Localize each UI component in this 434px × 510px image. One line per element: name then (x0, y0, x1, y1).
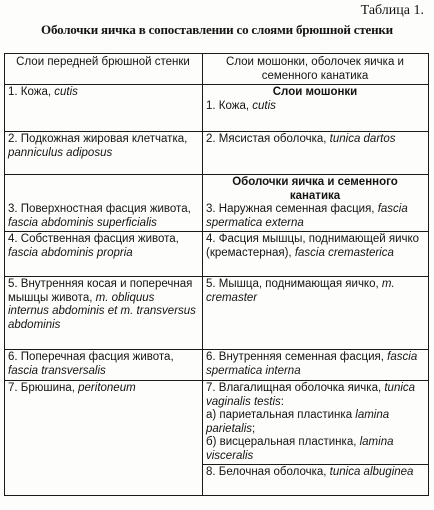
cell-punct: : (280, 395, 284, 408)
cell-latin: m. obliquus internus abdominis et m. transversus abdominis (8, 291, 196, 331)
table-caption: Таблица 1. (360, 3, 424, 18)
cell-punct: ; (252, 422, 256, 435)
cell-text: 5. Внутренняя косая и поперечная мышцы живота, (8, 278, 193, 304)
subheader-testis: Оболочки яичка и семенного канатика (232, 176, 398, 202)
table-row (5, 277, 429, 350)
cell-latin: cutis (54, 86, 78, 98)
table-title: Оболочки яичка в сопоставлении со слоями брюшной стенки (41, 22, 393, 37)
right-cell-4 (203, 232, 429, 277)
cell-latin: fascia cremasterica (294, 246, 394, 259)
cell-latin: tunica vaginalis testis (206, 382, 416, 408)
cell-text: 1. Кожа, (206, 99, 253, 112)
cell-text: 3. Наружная семенная фасция, (206, 203, 378, 215)
cell-text: а) париетальная пластинка (206, 409, 356, 421)
table-row (5, 381, 429, 465)
cell-text: 4. Фасция мышцы, поднимающей яичко (кремастерная), (206, 233, 420, 259)
cell-text: 6. Поперечная фасция живота, (8, 351, 174, 363)
left-cell-3 (5, 175, 203, 232)
cell-line-a (206, 409, 424, 436)
cell-latin: panniculus adiposus (8, 146, 113, 159)
right-cell-6 (203, 350, 429, 381)
cell-latin: fascia spermatica externa (206, 203, 408, 229)
subheader-scrotum: Слои мошонки (272, 86, 358, 98)
right-cell-8 (203, 465, 429, 496)
cell-latin: lamina parietalis (206, 409, 390, 435)
right-cell-3 (203, 175, 429, 232)
cell-latin: m. cremaster (206, 278, 395, 304)
cell-text: 5. Мышца, поднимающая яичко, (206, 278, 382, 290)
table-row (5, 350, 429, 381)
table-row (5, 132, 429, 175)
cell-text: 2. Подкожная жировая клетчатка, (8, 133, 188, 145)
cell-text: 2. Мясистая оболочка, (206, 133, 330, 145)
left-cell-5 (5, 277, 203, 350)
cell-text: 3. Поверхностная фасция живота, (8, 203, 191, 215)
table-header-row (5, 54, 429, 85)
right-cell-7 (203, 381, 429, 465)
left-cell-6 (5, 350, 203, 381)
cell-latin: peritoneum (78, 382, 136, 394)
layers-table (4, 53, 429, 496)
right-cell-2 (203, 132, 429, 175)
cell-text: 6. Внутренняя семенная фасция, (206, 351, 388, 363)
left-cell-7 (5, 381, 203, 496)
cell-latin: cutis (252, 99, 276, 112)
cell-latin: fascia spermatica interna (206, 351, 418, 377)
cell-latin: lamina visceralis (206, 436, 394, 462)
table-row (5, 175, 429, 232)
cell-latin: tunica dartos (329, 133, 396, 145)
left-cell-1 (5, 85, 203, 132)
cell-latin: fascia transversalis (8, 364, 106, 377)
cell-text: 1. Кожа, (8, 86, 55, 98)
header-right: Слои мошонки, оболочек яичка и семенного канатика (203, 54, 429, 85)
cell-line-b (206, 436, 424, 463)
cell-text: 7. Брюшина, (8, 382, 79, 394)
cell-text: 8. Белочная оболочка, (206, 466, 330, 478)
cell-line (206, 382, 424, 409)
left-cell-4 (5, 232, 203, 277)
header-left: Слои передней брюшной стенки (5, 54, 203, 85)
table-row (5, 232, 429, 277)
cell-latin: tunica albuginea (329, 466, 414, 478)
cell-latin: fascia abdominis propria (8, 246, 133, 259)
right-cell-1 (203, 85, 429, 132)
left-cell-2 (5, 132, 203, 175)
cell-text: 7. Влагалищная оболочка яичка, (206, 382, 385, 394)
table-row (5, 85, 429, 132)
right-cell-5 (203, 277, 429, 350)
cell-text: 4. Собственная фасция живота, (8, 233, 179, 245)
cell-latin: fascia abdominis superficialis (8, 216, 157, 229)
cell-text: б) висцеральная пластинка, (206, 436, 360, 448)
